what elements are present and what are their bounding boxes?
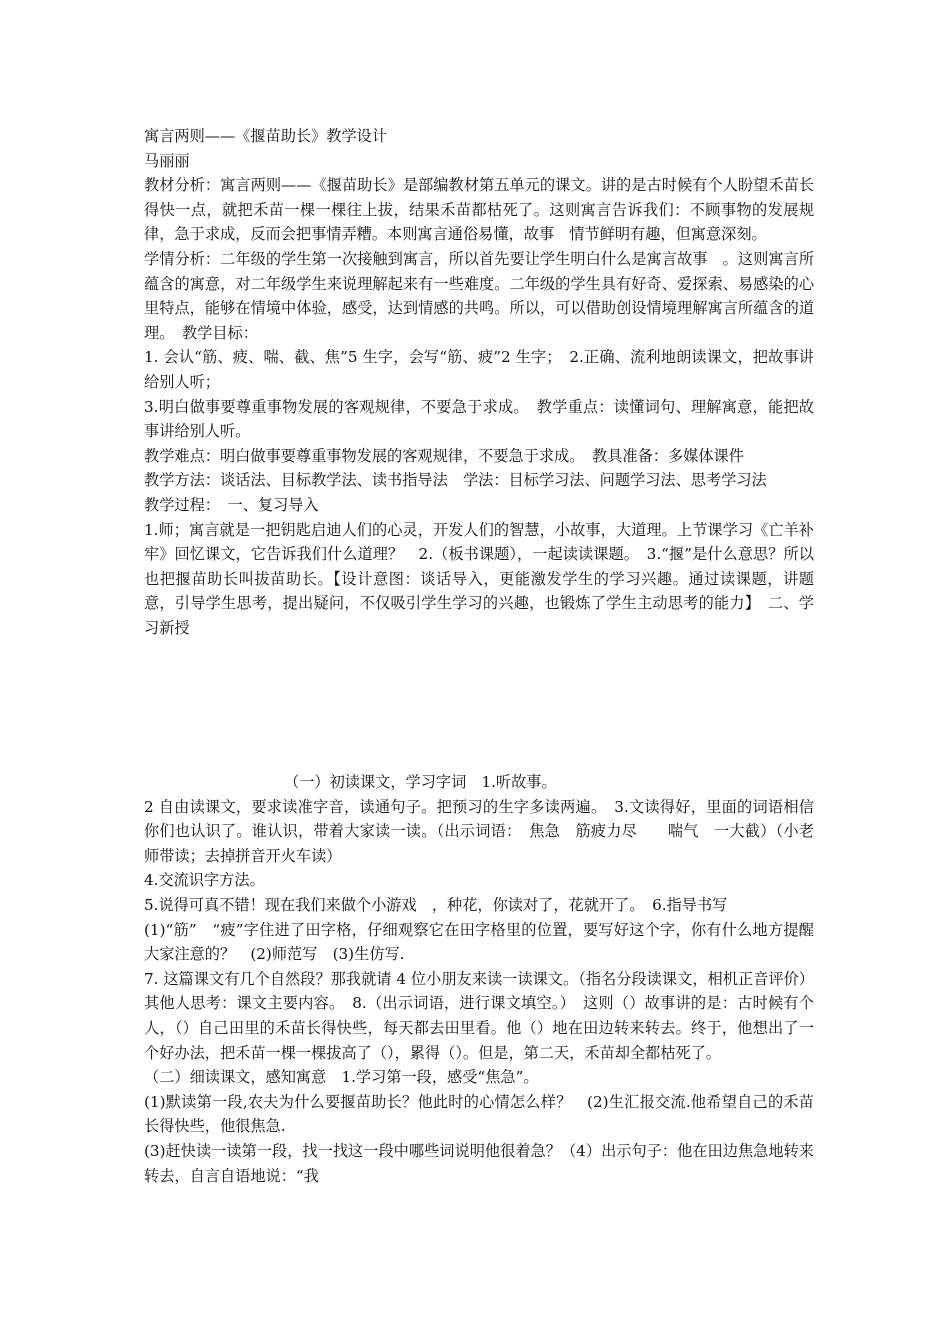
paragraph-goal-3: 3.明白做事要尊重事物发展的客观规律，不要急于求成。 教学重点：读懂词句、理解寓意，能把故事讲给别人听。 — [144, 397, 814, 441]
paragraph-difficulty: 教学难点：明白做事要尊重事物发展的客观规律，不要急于求成。 教具准备：多媒体课件 — [144, 446, 744, 465]
paragraph-goal-1-2: 1. 会认“筋、疲、喘、截、焦”5 生字，会写“筋、疲”2 生字； 2.正确、流利地朗读课文，把故事讲给别人听； — [144, 348, 814, 391]
document-title: 寓言两则——《揠苗助长》教学设计 — [144, 127, 387, 145]
section-one — [144, 124, 814, 640]
paragraph-find-words: (3)赶快读一读第一段，找一找这一段中哪些词说明他很着急？（4）出示句子：他在田边焦急地转来转去，自言自语地说：“我 — [144, 1141, 814, 1185]
paragraph-silent-reading: (1)默读第一段,农夫为什么要揠苗助长？他此时的心情怎么样？ (2)生汇报交流.他希望自己的禾苗长得快些，他很焦急. — [144, 1092, 814, 1136]
paragraph-writing-guide: (1)“筋” “疲”字住进了田字格，仔细观察它在田字格里的位置，要写好这个字，你有什么地方提醒大家注意的？ (2)师范写 (3)生仿写. — [144, 920, 814, 964]
paragraph-literacy-methods: 4.交流识字方法。 — [144, 871, 265, 890]
paragraph-game: 5.说得可真不错！现在我们来做个小游戏 ，种花，你读对了，花就开了。 6.指导书写 — [144, 895, 728, 914]
paragraph-methods: 教学方法：谈话法、目标教学法、读书指导法 学法：目标学习法、问题学习法、思考学习法 — [144, 471, 767, 490]
section-heading-first-reading: （一）初读课文，学习字词 1.听故事。 — [284, 773, 557, 791]
paragraph-fill-blanks: 7. 这篇课文有几个自然段？那我就请 4 位小朋友来读一读课文。（指名分段读课文，相机正音评价）其他人思考：课文主要内容。 8.（出示词语，进行课文填空。） 这则（）故事讲的是：古时候有个人，（）自己田里的禾苗长得快些，每天都去田里看。他（）地在田边转来转去。终于，他想出了一个好办法，把禾苗一棵一棵拔高了（），累得（）。但是，第二天，禾苗却全都枯死了。 — [144, 969, 814, 1062]
paragraph-process: 教学过程： 一、复习导入 — [144, 495, 319, 514]
paragraph-material-analysis: 教材分析：寓言两则——《揠苗助长》是部编教材第五单元的课文。讲的是古时候有个人盼望禾苗长得快一点，就把禾苗一棵一棵往上拔，结果禾苗都枯死了。这则寓言告诉我们：不顾事物的发展规律，急于求成，反而会把事情弄糟。本则寓言通俗易懂，故事 情节鲜明有趣，但寓意深刻。 — [144, 176, 814, 244]
paragraph-review: 1.师；寓言就是一把钥匙启迪人们的心灵，开发人们的智慧，小故事，大道理。上节课学习《亡羊补牢》回忆课文，它告诉我们什么道理？ 2.（板书课题），一起读读课题。 3.“揠”是什么意思？所以也把揠苗助长叫拔苗助长。【设计意图：谈话导入，更能激发学生的学习兴趣。通过读课题，讲题意，引导学生思考，提出疑问，不仅吸引学生学习的兴趣，也锻炼了学生主动思考的能力】 二、学习新授 — [144, 520, 814, 637]
section-two — [144, 770, 814, 1188]
section-heading-close-reading: （二）细读课文，感知寓意 1.学习第一段，感受“焦急”。 — [144, 1068, 539, 1087]
paragraph-free-reading: 2 自由读课文，要求读准字音，读通句子。把预习的生字多读两遍。 3.文读得好，里面的词语相信你们也认识了。谁认识，带着大家读一读。（出示词语： 焦急 筋疲力尽 喘气 一大截）（小老师带读；去掉拼音开火车读） — [144, 797, 814, 865]
author-name: 马丽丽 — [144, 151, 190, 170]
paragraph-student-analysis: 学情分析：二年级的学生第一次接触到寓言，所以首先要让学生明白什么是寓言故事 。这则寓言所蕴含的寓意，对二年级学生来说理解起来有一些难度。二年级的学生具有好奇、爱探索、易感染的心里特点，能够在情境中体验，感受，达到情感的共鸣。所以，可以借助创设情境理解寓言所蕴含的道理。 教学目标： — [144, 249, 814, 342]
